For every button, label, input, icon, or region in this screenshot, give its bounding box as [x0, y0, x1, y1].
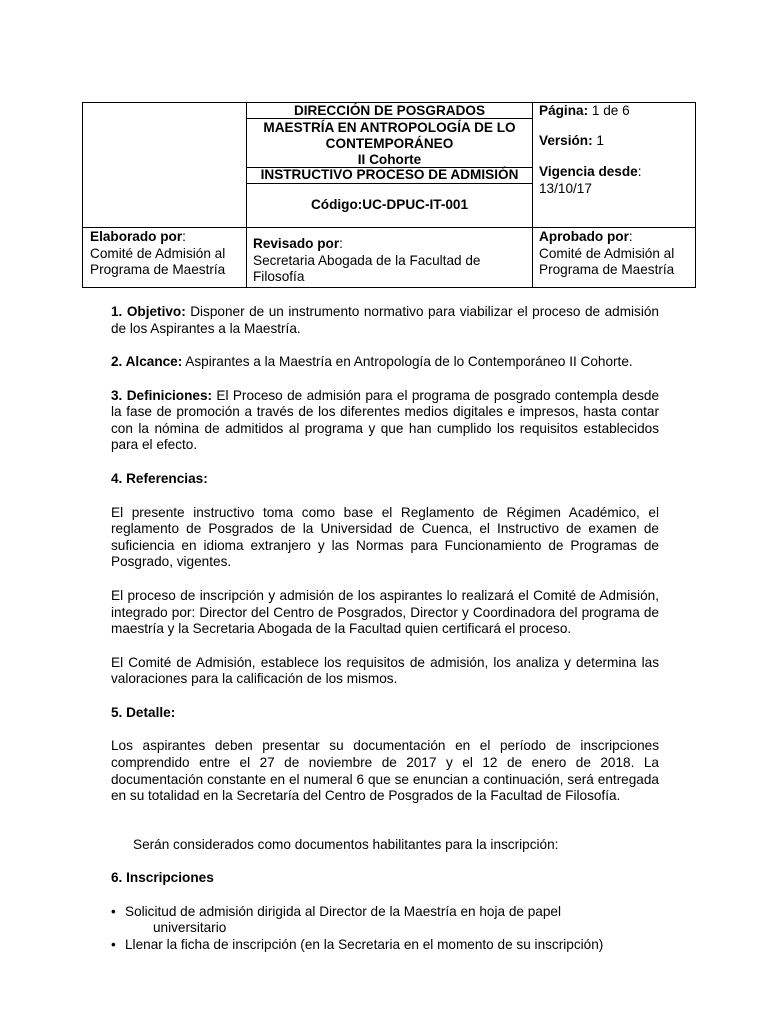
section-objective	[111, 304, 659, 337]
list-item-text: Solicitud de admisión dirigida al Director de la Maestría en hoja de papel	[125, 903, 562, 919]
version	[539, 133, 689, 150]
page-label: Página:	[539, 103, 589, 118]
section-title: 1. Objetivo:	[111, 304, 186, 319]
prepared-label: Elaborado por	[90, 229, 183, 244]
section-text: El Proceso de admisión para el programa de posgrado contempla desde la fase de promoción a través de los diferentes medios digitales e impresos, hasta contar con la nómina de admitidos al programa y que han cumplido los requisitos establecidos para el efecto.	[111, 387, 659, 453]
validity-label: Vigencia desde	[539, 164, 638, 179]
program-line-2: CONTEMPORÁNEO	[325, 136, 454, 151]
section-text: Disponer de un instrumento normativo para viabilizar el proceso de admisión de los Aspirantes a la Maestría.	[111, 304, 659, 336]
section-title: 2. Alcance:	[111, 354, 183, 370]
table-divider	[83, 227, 695, 228]
code-label: Código:	[310, 197, 363, 212]
document-header-table	[82, 102, 696, 288]
reviewed-line-1: Secretaria Abogada de la Facultad de	[253, 252, 481, 268]
page-value: 1 de 6	[588, 103, 630, 118]
references-paragraph: El proceso de inscripción y admisión de los aspirantes lo realizará el Comité de Admisión, integrado por: Director del Centro de Posgrados, Director y Coordinadora del programa de maestría y la Secretaria Abogada de la Facultad quien certificará el proceso.	[111, 587, 659, 637]
logo-cell	[83, 103, 246, 227]
page-number	[539, 103, 689, 120]
document-body	[111, 304, 659, 954]
bullet-icon: •	[111, 937, 116, 953]
reviewed-label: Revisado por	[253, 236, 340, 251]
approved-by	[539, 229, 693, 279]
prepared-line-1: Comité de Admisión al	[90, 245, 226, 261]
cohort-label: II Cohorte	[357, 152, 422, 167]
detail-paragraph: Los aspirantes deben presentar su documentación en el período de inscripciones comprendido entre el 27 de noviembre de 2017 y el 12 de enero de 2018. La documentación constante en el numeral 6 que se enuncian a continuación, será entregada en su totalidad en la Secretaría del Centro de Posgrados de la Facultad de Filosofía.	[111, 738, 659, 804]
section-title: 3. Definiciones:	[111, 387, 213, 403]
validity-date: 13/10/17	[539, 180, 592, 196]
section-text: Aspirantes a la Maestría en Antropología de lo Contemporáneo II Cohorte.	[182, 354, 633, 370]
section-definitions	[111, 388, 659, 454]
prepared-colon: :	[182, 229, 186, 244]
code-value: UC-DPUC-IT-001	[362, 197, 469, 212]
document-title: INSTRUCTIVO PROCESO DE ADMISIÓN	[260, 167, 519, 182]
approved-line-1: Comité de Admisión al	[539, 245, 675, 261]
document-code	[247, 197, 532, 214]
section-detail-title: 5. Detalle:	[111, 704, 176, 720]
approved-label: Aprobado por	[539, 229, 629, 244]
section-references-title: 4. Referencias:	[111, 471, 208, 487]
reviewed-line-2: Filosofía	[253, 269, 305, 285]
bullet-icon: •	[111, 903, 116, 919]
section-scope	[111, 354, 659, 371]
list-item-text: universitario	[153, 920, 227, 936]
references-paragraph: El Comité de Admisión, establece los requisitos de admisión, los analiza y determina las valoraciones para la calificación de los mismos.	[111, 654, 659, 687]
prepared-by	[90, 229, 244, 279]
list-item	[111, 937, 659, 954]
approved-colon: :	[628, 229, 633, 244]
section-inscriptions-title: 6. Inscripciones	[111, 870, 214, 886]
list-item-text: Llenar la ficha de inscripción (en la Secretaria en el momento de su inscripción)	[125, 937, 604, 953]
list-item	[111, 904, 659, 937]
approved-line-2: Programa de Maestría	[539, 262, 675, 278]
program-line-1: MAESTRÍA EN ANTROPOLOGÍA DE LO	[263, 120, 516, 135]
validity	[539, 164, 689, 197]
version-value: 1	[592, 133, 604, 148]
reviewed-by	[253, 236, 529, 286]
prepared-line-2: Programa de Maestría	[90, 262, 226, 278]
direction-title: DIRECCIÓN DE POSGRADOS	[293, 103, 486, 118]
requirements-list	[111, 904, 659, 954]
reviewed-colon: :	[339, 236, 343, 251]
validity-colon: :	[637, 164, 642, 179]
table-divider	[532, 103, 533, 288]
detail-paragraph: Serán considerados como documentos habilitantes para la inscripción:	[133, 836, 559, 852]
program-name	[247, 120, 532, 168]
version-label: Versión:	[539, 133, 593, 148]
references-paragraph: El presente instructivo toma como base el Reglamento de Régimen Académico, el reglamento de Posgrados de la Universidad de Cuenca, el Instructivo de examen de suficiencia en idioma extranjero y las Normas para Funcionamiento de Programas de Posgrado, vigentes.	[111, 504, 659, 570]
